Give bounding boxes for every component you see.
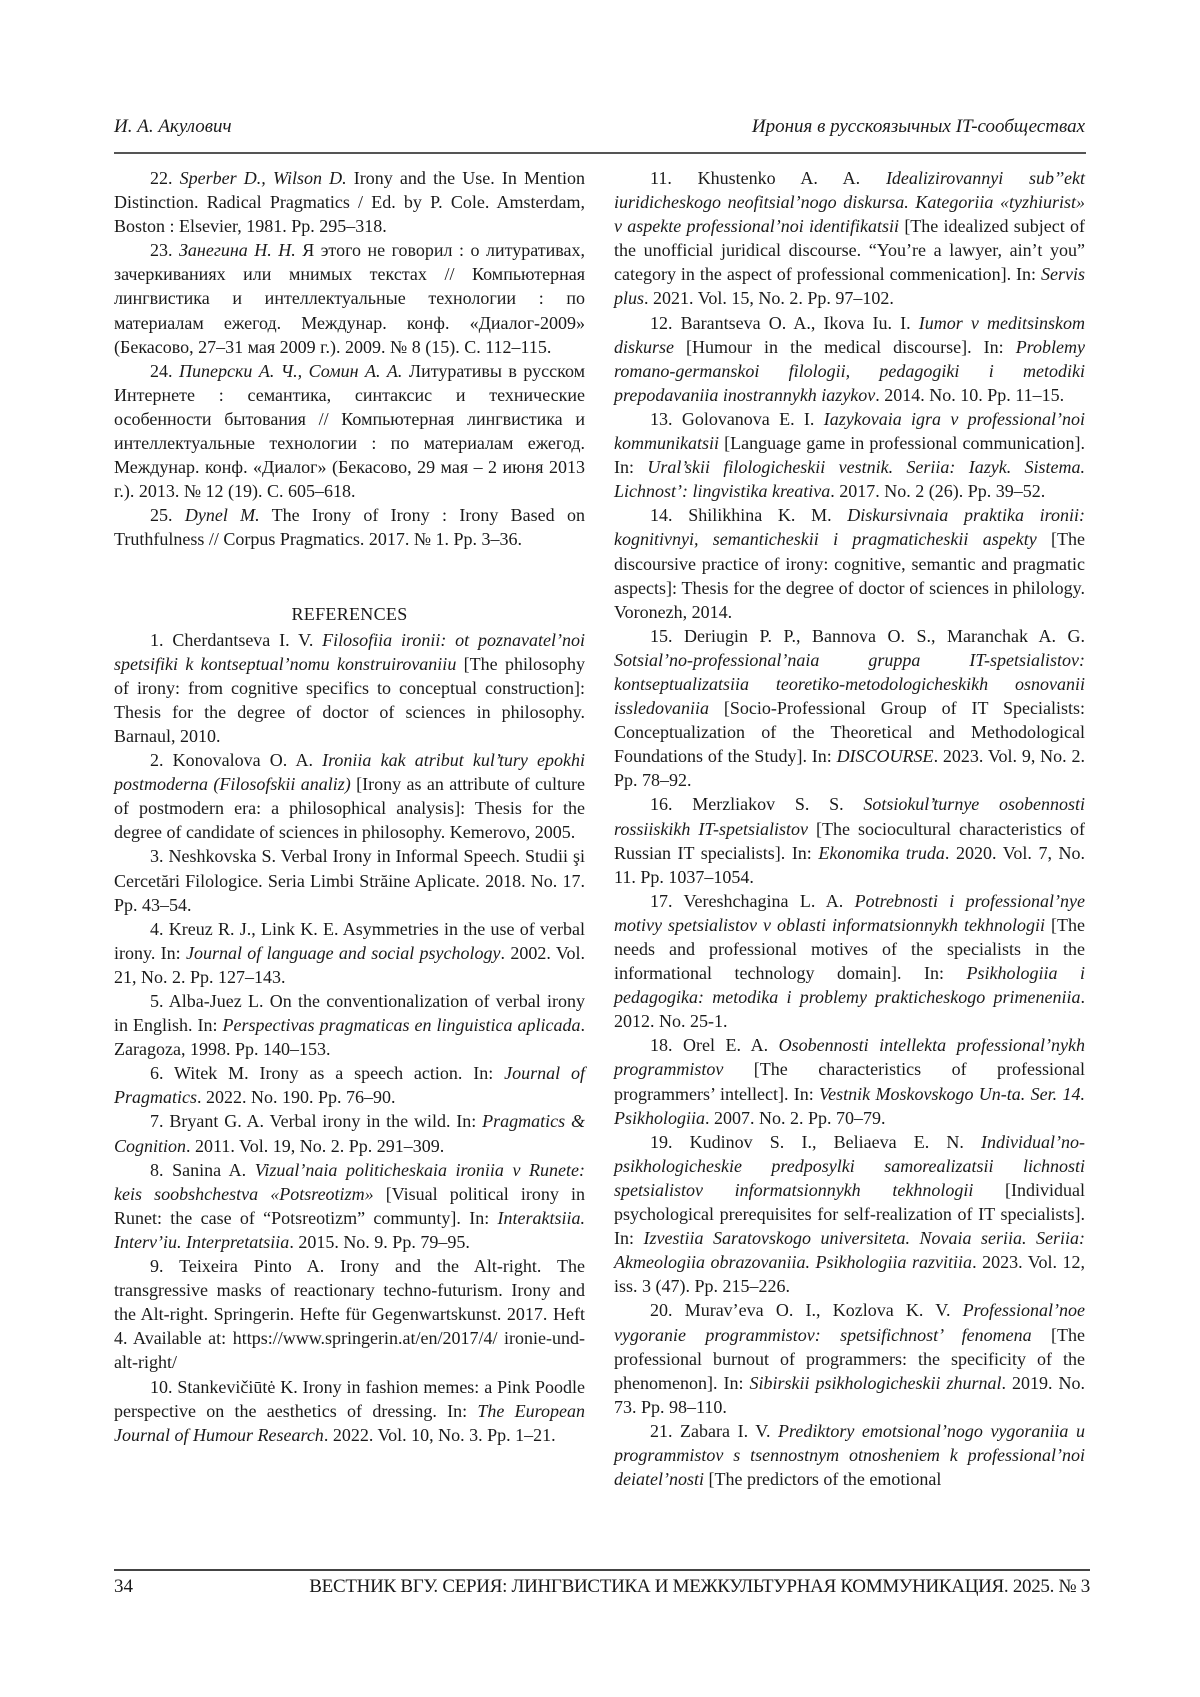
- reference-text: 13. Golovanova E. I.: [650, 409, 824, 429]
- reference-entry: [114, 1109, 585, 1157]
- reference-text: 2. Konovalova O. A.: [150, 750, 322, 770]
- reference-entry: [614, 166, 1085, 311]
- reference-text: . Zaragoza, 1998. Pp. 140–153.: [114, 1015, 585, 1059]
- reference-entry: [614, 1130, 1085, 1299]
- header-divider: [114, 152, 1086, 154]
- reference-text: 7. Bryant G. A. Verbal irony in the wild. In:: [150, 1111, 482, 1131]
- reference-text: 15. Deriugin P. P., Bannova O. S., Maranchak A. G.: [650, 626, 1085, 646]
- reference-entry: [614, 1033, 1085, 1129]
- russian-reference-list: [114, 166, 585, 552]
- reference-text: [Socio-Professional Group of IT Specialists: Conceptualization of the Theoretical and Methodological Foundations of the Study]. In:: [614, 698, 1085, 766]
- reference-title-italic: Ural’skii filologicheskii vestnik. Seriia: Iazyk. Sistema. Lichnost’: lingvistika kreativa: [614, 457, 1085, 501]
- reference-title-italic: Ironiia kak atribut kul’tury epokhi postmoderna (Filosofskii analiz): [114, 750, 585, 794]
- reference-title-italic: Sotsiokul’turnye osobennosti rossiiskikh IT-spetsialistov: [614, 794, 1085, 838]
- reference-title-italic: Izvestiia Saratovskogo universiteta. Novaia seriia. Seriia: Akmeologiia obrazovaniia. Psikhologiia razvitiia: [614, 1228, 1085, 1272]
- reference-text: Я этого не говорил : о литуративах, зачеркиваниях или мнимых текстах // Компьютерная лингвистика и интеллектуальные технологии : по материалам ежегод. Междунар. конф. «Диалог-2009» (Бекасово, 27–31 мая 2009 г.). 2009. № 8 (15). С. 112–115.: [114, 240, 585, 356]
- reference-title-italic: Занегина Н. Н.: [179, 240, 296, 260]
- reference-entry: [114, 166, 585, 238]
- reference-text: Irony and the Use. In Mention Distinction. Radical Pragmatics / Ed. by P. Cole. Amsterdam, Boston : Elsevier, 1981. Pp. 295–318.: [114, 168, 585, 236]
- reference-text: 24.: [150, 361, 179, 381]
- reference-text: 22.: [150, 168, 180, 188]
- reference-entry: [614, 624, 1085, 793]
- page-number: 34: [114, 1576, 133, 1598]
- reference-title-italic: Ekonomika truda: [818, 843, 945, 863]
- reference-title-italic: Idealizirovannyi sub’’ekt iuridicheskogo neofitsial’nogo diskursa. Kategoriia «tyzhiurist» v aspekte professional’noi identifikatsii: [614, 168, 1085, 236]
- reference-title-italic: Problemy romano-germanskoi filologii, pedagogiki i metodiki prepodavaniia inostrannykh iazykov: [614, 337, 1085, 405]
- reference-text: 8. Sanina A.: [150, 1160, 255, 1180]
- reference-entry: [614, 407, 1085, 503]
- reference-title-italic: The European Journal of Humour Research: [114, 1401, 585, 1445]
- references-list-right: [614, 166, 1085, 1491]
- reference-entry: [614, 503, 1085, 623]
- reference-entry: [114, 503, 585, 551]
- reference-title-italic: Sibirskii psikhologicheskii zhurnal: [749, 1373, 1001, 1393]
- reference-text: 4. Kreuz R. J., Link K. E. Asymmetries in the use of verbal irony. In:: [114, 919, 585, 963]
- running-header: [114, 116, 1085, 142]
- reference-text: [The needs and professional motives of the specialists in the informational technology domain]. In:: [614, 915, 1085, 983]
- reference-entry: [114, 359, 585, 504]
- reference-text: [Language game in professional communication]. In:: [614, 433, 1085, 477]
- reference-entry: [114, 844, 585, 916]
- reference-text: [The characteristics of professional programmers’ intellect]. In:: [614, 1059, 1085, 1103]
- reference-title-italic: Sotsial’no-professional’naia gruppa IT-spetsialistov: kontseptualizatsiia teoretiko-metodologicheskikh osnovanii issledovaniia: [614, 650, 1085, 718]
- right-column: [614, 166, 1085, 1491]
- reference-text: [Individual psychological prerequisites for self-realization of IT specialists]. In:: [614, 1180, 1085, 1248]
- reference-text: [Humour in the medical discourse]. In:: [674, 337, 1016, 357]
- reference-title-italic: Osobennosti intellekta professional’nykh programmistov: [614, 1035, 1085, 1079]
- reference-title-italic: Individual’no-psikhologicheskie predposylki samorealizatsii lichnosti spetsialistov informatsionnykh tekhnologii: [614, 1132, 1085, 1200]
- reference-text: . 2022. Vol. 10, No. 3. Pp. 1–21.: [324, 1425, 556, 1445]
- reference-text: 3. Neshkovska S. Verbal Irony in Informal Speech. Studii şi Cercetări Filologice. Seria Limbi Străine Aplicate. 2018. No. 17. Pp. 43–54.: [114, 846, 585, 914]
- reference-text: 20. Murav’eva O. I., Kozlova K. V.: [650, 1300, 963, 1320]
- header-article-title: Ирония в русскоязычных IT-сообществах: [752, 116, 1085, 138]
- reference-entry: [614, 311, 1085, 407]
- reference-entry: [114, 1061, 585, 1109]
- reference-title-italic: Journal of language and social psychology: [186, 943, 501, 963]
- reference-title-italic: Prediktory emotsional’nogo vygoraniia u programmistov s tsennostnym otnosheniem k professional’noi deiatel’nosti: [614, 1421, 1085, 1489]
- reference-text: 1. Cherdantseva I. V.: [150, 630, 322, 650]
- reference-entry: [114, 1158, 585, 1254]
- reference-text: [The sociocultural characteristics of Russian IT specialists]. In:: [614, 819, 1085, 863]
- references-list-left: [114, 628, 585, 1447]
- reference-title-italic: DISCOURSE: [837, 746, 934, 766]
- reference-title-italic: Professional’noe vygoranie programmistov: spetsifichnost’ fenomena: [614, 1300, 1085, 1344]
- reference-text: . 2017. No. 2 (26). Pp. 39–52.: [830, 481, 1045, 501]
- reference-text: [The predictors of the emotional: [704, 1469, 941, 1489]
- reference-text: . 2023. Vol. 9, No. 2. Pp. 78–92.: [614, 746, 1085, 790]
- reference-title-italic: Interaktsiia. Interv’iu. Interpretatsiia: [114, 1208, 585, 1252]
- reference-text: 10. Stankevičiūtė K. Irony in fashion memes: a Pink Poodle perspective on the aesthetics of dressing. In:: [114, 1377, 585, 1421]
- reference-title-italic: Dynel M.: [185, 505, 260, 525]
- reference-entry: [114, 989, 585, 1061]
- reference-text: Литуративы в русском Интернете : семантика, синтаксис и технические особенности бытования // Компьютерная лингвистика и интеллектуальные технологии : по материалам ежегод. Междунар. конф. «Диалог» (Бекасово, 29 мая – 2 июня 2013 г.). 2013. № 12 (19). С. 605–618.: [114, 361, 585, 501]
- reference-title-italic: Iazykovaia igra v professional’noi kommunikatsii: [614, 409, 1085, 453]
- reference-title-italic: Psikhologiia i pedagogika: metodika i problemy prakticheskogo primeneniia: [614, 963, 1085, 1007]
- reference-title-italic: Pragmatics & Cognition: [114, 1111, 585, 1155]
- reference-text: . 2002. Vol. 21, No. 2. Pp. 127–143.: [114, 943, 585, 987]
- reference-text: 14. Shilikhina K. M.: [650, 505, 847, 525]
- reference-text: 6. Witek M. Irony as a speech action. In:: [150, 1063, 504, 1083]
- reference-text: . 2020. Vol. 7, No. 11. Pp. 1037–1054.: [614, 843, 1085, 887]
- reference-text: . 2012. No. 25-1.: [614, 987, 1085, 1031]
- reference-text: [Visual political irony in Runet: the case of “Potsreotizm” communty]. In:: [114, 1184, 585, 1228]
- reference-text: 21. Zabara I. V.: [650, 1421, 778, 1441]
- reference-entry: [614, 1419, 1085, 1491]
- reference-text: 17. Vereshchagina L. A.: [650, 891, 855, 911]
- left-column: [114, 166, 585, 1447]
- reference-text: 18. Orel E. A.: [650, 1035, 779, 1055]
- reference-title-italic: Filosofiia ironii: ot poznavatel’noi spetsifiki k kontseptual’nomu konstruirovaniiu: [114, 630, 585, 674]
- reference-text: [Irony as an attribute of culture of postmodern era: a philosophical analysis]: Thesis for the degree of candidate of sciences in philosophy. Kemerovo, 2005.: [114, 774, 585, 842]
- reference-text: 9. Teixeira Pinto A. Irony and the Alt-right. The transgressive masks of reactionary techno-futurism. Irony and the Alt-right. Springerin. Hefte für Gegenwartskunst. 2017. Heft 4. Available at: https://www.springerin.at/en/2017/4/ ironie-und-alt-right/: [114, 1256, 585, 1372]
- reference-title-italic: Пиперски А. Ч., Сомин А. А.: [179, 361, 402, 381]
- reference-text: 12. Barantseva O. A., Ikova Iu. I.: [650, 313, 919, 333]
- journal-title: ВЕСТНИК ВГУ. СЕРИЯ: ЛИНГВИСТИКА И МЕЖКУЛЬТУРНАЯ КОММУНИКАЦИЯ. 2025. № 3: [309, 1576, 1090, 1598]
- reference-entry: [614, 1298, 1085, 1418]
- reference-entry: [114, 238, 585, 358]
- reference-title-italic: Diskursivnaia praktika ironii: kognitivnyi, semanticheskii i pragmaticheskii aspekty: [614, 505, 1085, 549]
- reference-entry: [114, 1254, 585, 1374]
- footer-divider: [114, 1569, 1090, 1571]
- reference-entry: [114, 917, 585, 989]
- reference-text: . 2023. Vol. 12, iss. 3 (47). Pp. 215–226.: [614, 1252, 1085, 1296]
- references-heading: REFERENCES: [114, 602, 585, 626]
- reference-text: 16. Merzliakov S. S.: [650, 794, 863, 814]
- reference-text: . 2011. Vol. 19, No. 2. Pp. 291–309.: [186, 1136, 444, 1156]
- reference-text: [The philosophy of irony: from cognitive specifics to conceptual construction]: Thesis for the degree of doctor of sciences in philosophy. Barnaul, 2010.: [114, 654, 585, 746]
- reference-entry: [614, 889, 1085, 1034]
- reference-title-italic: Servis plus: [614, 264, 1085, 308]
- reference-text: 19. Kudinov S. I., Beliaeva E. N.: [650, 1132, 981, 1152]
- reference-entry: [114, 1375, 585, 1447]
- reference-text: [The professional burnout of programmers: the specificity of the phenomenon]. In:: [614, 1325, 1085, 1393]
- reference-text: . 2021. Vol. 15, No. 2. Pp. 97–102.: [644, 288, 894, 308]
- header-author: И. А. Акулович: [114, 116, 232, 138]
- reference-title-italic: Perspectivas pragmaticas en linguistica aplicada: [223, 1015, 581, 1035]
- reference-title-italic: Potrebnosti i professional’nye motivy spetsialistov v oblasti informatsionnykh tekhnologii: [614, 891, 1085, 935]
- reference-text: . 2022. No. 190. Pp. 76–90.: [197, 1087, 396, 1107]
- reference-title-italic: Iumor v meditsinskom diskurse: [614, 313, 1085, 357]
- reference-title-italic: Sperber D., Wilson D.: [180, 168, 347, 188]
- reference-text: The Irony of Irony : Irony Based on Truthfulness // Corpus Pragmatics. 2017. № 1. Pp. 3–36.: [114, 505, 585, 549]
- reference-title-italic: Vestnik Moskovskogo Un-ta. Ser. 14. Psikhologiia: [614, 1084, 1085, 1128]
- reference-text: 11. Khustenko A. A.: [650, 168, 886, 188]
- reference-text: . 2014. No. 10. Pp. 11–15.: [875, 385, 1064, 405]
- reference-text: [The discoursive practice of irony: cognitive, semantic and pragmatic aspects]: Thesis for the degree of doctor of sciences in philology. Voronezh, 2014.: [614, 529, 1085, 621]
- reference-text: 25.: [150, 505, 185, 525]
- reference-text: . 2007. No. 2. Pp. 70–79.: [705, 1108, 886, 1128]
- reference-text: [The idealized subject of the unofficial juridical discourse. “You’re a lawyer, ain’t you” category in the aspect of professional commenication]. In:: [614, 216, 1085, 284]
- reference-text: . 2019. No. 73. Pp. 98–110.: [614, 1373, 1085, 1417]
- reference-text: 23.: [150, 240, 179, 260]
- reference-text: . 2015. No. 9. Pp. 79–95.: [289, 1232, 470, 1252]
- reference-text: 5. Alba-Juez L. On the conventionalization of verbal irony in English. In:: [114, 991, 585, 1035]
- reference-entry: [614, 792, 1085, 888]
- reference-entry: [114, 748, 585, 844]
- reference-title-italic: Vizual’naia politicheskaia ironiia v Runete: keis soobshchestva «Potsreotizm»: [114, 1160, 585, 1204]
- reference-title-italic: Journal of Pragmatics: [114, 1063, 585, 1107]
- reference-entry: [114, 628, 585, 748]
